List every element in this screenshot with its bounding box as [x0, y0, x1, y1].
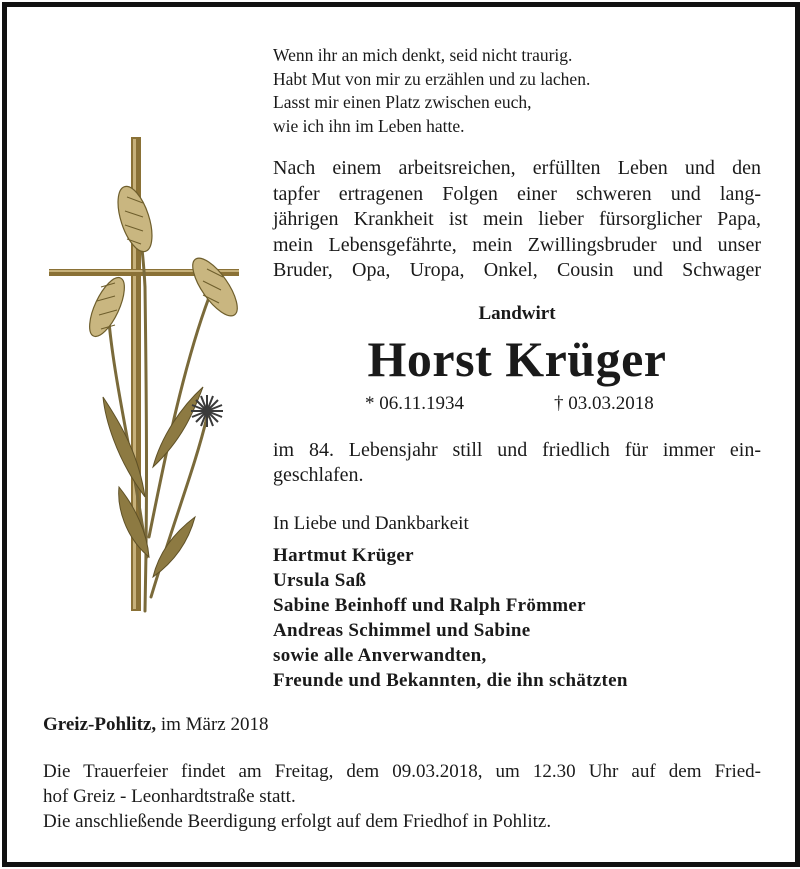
mourner: Hartmut Krüger — [273, 545, 414, 566]
funeral-line: Die Trauerfeier findet am Freitag, dem 09.03.2018, um 12.30 Uhr auf dem Fried- — [43, 761, 761, 782]
intro-line: Bruder, Opa, Uropa, Onkel, Cousin und Schwager — [273, 259, 761, 281]
mourner: sowie alle Anverwandten, — [273, 645, 487, 666]
poem-line: Lasst mir einen Platz zwischen euch, — [273, 92, 532, 112]
mourner: Freunde und Bekannten, die ihn schätzten — [273, 670, 628, 691]
intro-paragraph — [273, 156, 761, 284]
passing-paragraph — [273, 438, 761, 488]
mourner: Sabine Beinhoff und Ralph Frömmer — [273, 595, 586, 616]
intro-line: mein Lebensgefährte, mein Zwillingsbruder und unser — [273, 233, 761, 256]
funeral-line: Die anschließende Beerdigung erfolgt auf dem Friedhof in Pohlitz. — [43, 811, 552, 832]
cross-with-wheat-icon — [35, 137, 250, 617]
obituary-card — [2, 2, 800, 867]
intro-line: tapfer ertragenen Folgen einer schweren und lang- — [273, 182, 761, 205]
funeral-notice — [43, 759, 761, 834]
poem-line: Wenn ihr an mich denkt, seid nicht traurig. — [273, 45, 573, 65]
intro-line: Nach einem arbeitsreichen, erfüllten Leben und den — [273, 157, 761, 179]
place-town: Greiz-Pohlitz, — [43, 714, 157, 735]
passing-line: im 84. Lebensjahr still und friedlich für immer ein- — [273, 439, 761, 461]
mourner: Andreas Schimmel und Sabine — [273, 620, 531, 641]
intro-line: jährigen Krankheit ist mein lieber fürsorglicher Papa, — [273, 208, 761, 230]
closing-phrase: In Liebe und Dankbarkeit — [273, 513, 469, 534]
mourner: Ursula Saß — [273, 570, 367, 591]
birth-date: * 06.11.1934 — [365, 393, 465, 414]
deceased-name: Horst Krüger — [367, 331, 667, 387]
poem-line: wie ich ihn im Leben hatte. — [273, 115, 465, 136]
death-date: † 03.03.2018 — [554, 393, 654, 414]
funeral-line: hof Greiz - Leonhardtstraße statt. — [43, 786, 296, 807]
place-date — [43, 714, 269, 736]
profession: Landwirt — [478, 303, 556, 324]
mourners-list — [273, 543, 628, 693]
poem-line: Habt Mut von mir zu erzählen und zu lachen. — [273, 68, 591, 89]
place-month: im März 2018 — [160, 714, 269, 735]
poem — [273, 44, 590, 138]
passing-line: geschlafen. — [273, 464, 364, 486]
